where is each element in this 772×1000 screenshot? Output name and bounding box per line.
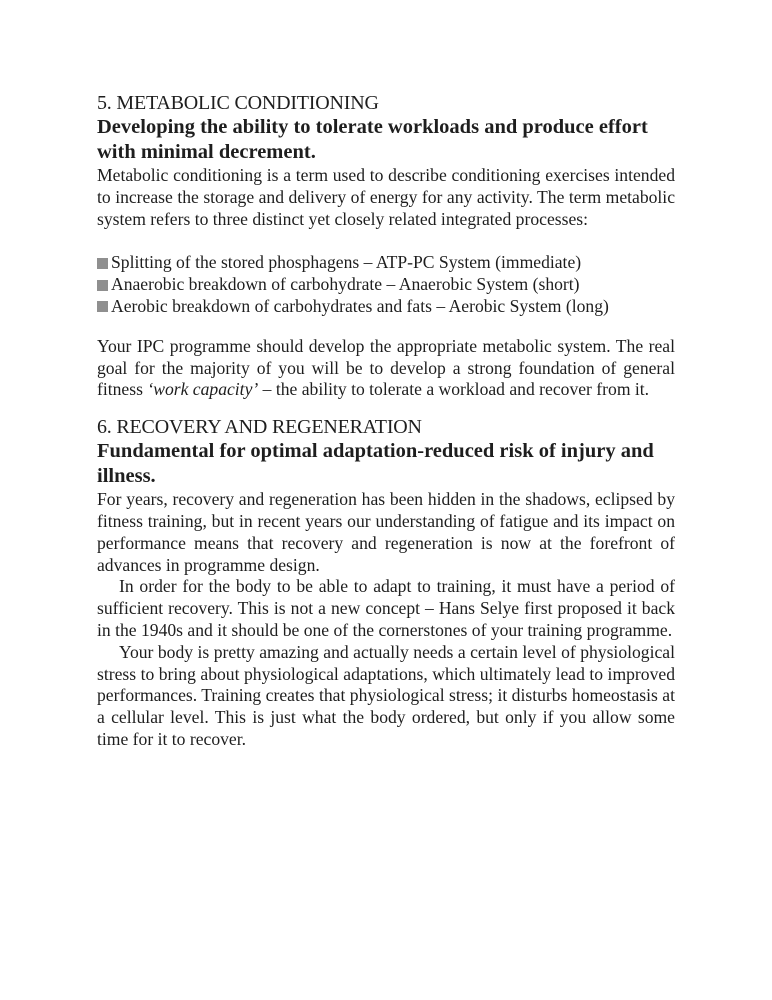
list-item [97, 252, 675, 274]
section-5-closing-paragraph [97, 336, 675, 401]
spacer [97, 401, 675, 415]
section-5-intro-paragraph: Metabolic conditioning is a term used to describe conditioning exercises intended to increase the storage and delivery of energy for any activity. The term metabolic system refers to three distinct yet closely related integrated processes: [97, 165, 675, 229]
list-item-text: Aerobic breakdown of carbohydrates and fats – Aerobic System (long) [111, 295, 609, 316]
closing-text-start: Your IPC programme should develop the appropriate metabolic system. The real goal for the majority of you will be to develop a strong foundation of general fitness [97, 335, 675, 400]
metabolic-systems-list [97, 252, 675, 317]
square-bullet-icon [97, 258, 108, 269]
square-bullet-icon [97, 280, 108, 291]
section-6-paragraph-2: In order for the body to be able to adapt to training, it must have a period of sufficient recovery. This is not a new concept – Hans Selye first proposed it back in the 1940s and it should be one of the cornerstones of your training programme. [97, 576, 675, 640]
list-item-text: Splitting of the stored phosphagens – ATP-PC System (immediate) [111, 252, 582, 273]
closing-text-end: – the ability to tolerate a workload and recover from it. [258, 379, 650, 400]
section-6-paragraph-1: For years, recovery and regeneration has been hidden in the shadows, eclipsed by fitness training, but in recent years our understanding of fatigue and its impact on performance means that recovery and regeneration is now at the forefront of advances in programme design. [97, 489, 675, 575]
section-6-paragraph-3: Your body is pretty amazing and actually needs a certain level of physiological stress to bring about physiological adaptations, which ultimately lead to improved performances. Training creates that physiological stress; it disturbs homeostasis at a cellular level. This is just what the body ordered, but only if you allow some time for it to recover. [97, 641, 675, 749]
spacer [97, 230, 675, 252]
section-6-heading: 6. RECOVERY AND REGENERATION [97, 416, 422, 439]
spacer [97, 318, 675, 336]
list-item-text: Anaerobic breakdown of carbohydrate – Anaerobic System (short) [111, 274, 580, 295]
section-6-subheading: Fundamental for optimal adaptation-reduced risk of injury and illness. [97, 440, 654, 488]
list-item [97, 274, 675, 296]
square-bullet-icon [97, 301, 108, 312]
work-capacity-term: ‘work capacity’ [147, 379, 259, 400]
section-5-heading: 5. METABOLIC CONDITIONING [97, 92, 379, 114]
list-item [97, 296, 675, 318]
document-page [97, 91, 675, 751]
section-5-subheading: Developing the ability to tolerate workloads and produce effort with minimal decrement. [97, 116, 648, 163]
